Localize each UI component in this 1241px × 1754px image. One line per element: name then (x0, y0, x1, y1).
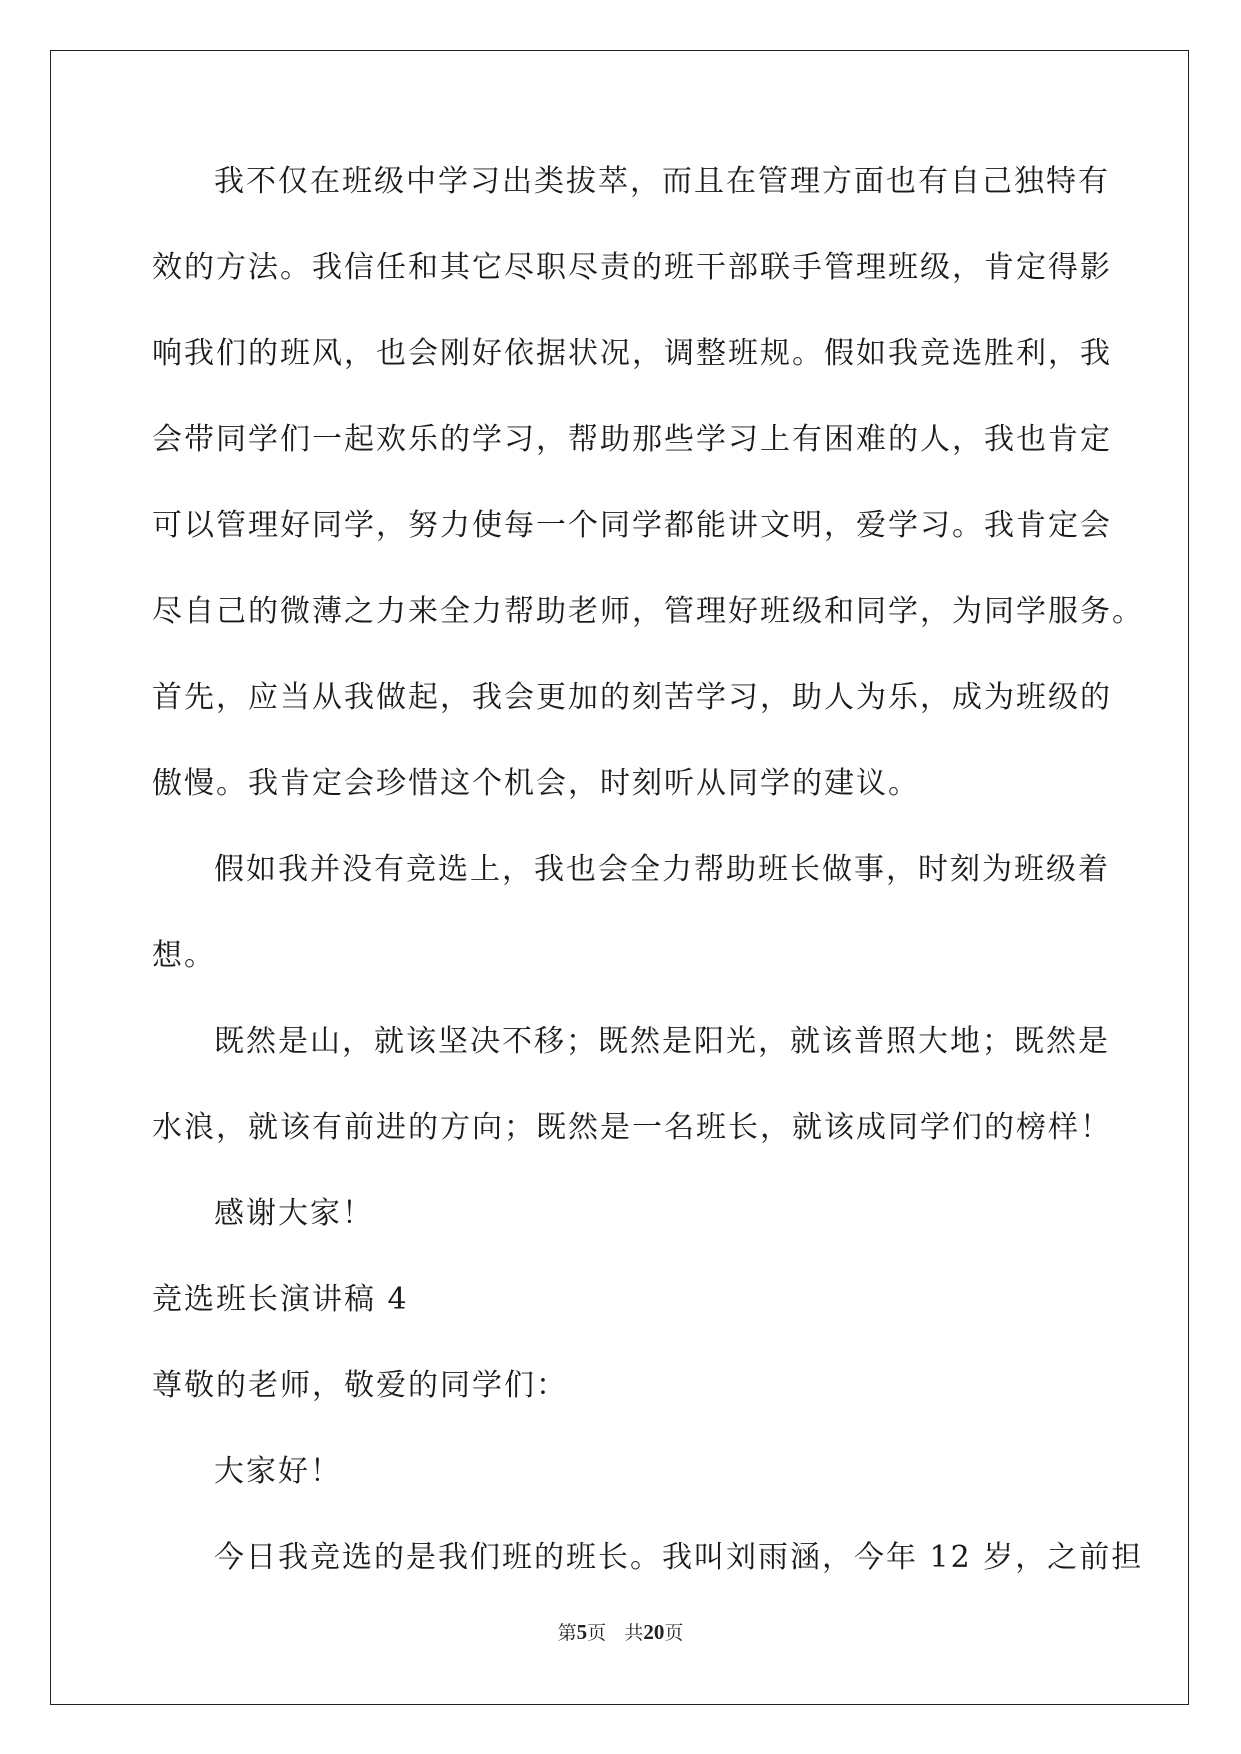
paragraph-line: 今日我竞选的是我们班的班长。我叫刘雨涵，今年 12 岁，之前担 (214, 1540, 1144, 1575)
page-footer (0, 1620, 1241, 1645)
paragraph-line: 效的方法。我信任和其它尽职尽责的班干部联手管理班级，肯定得影 (152, 250, 1112, 285)
footer-total-prefix: 共 (624, 1622, 644, 1644)
paragraph-line: 可以管理好同学，努力使每一个同学都能讲文明，爱学习。我肯定会 (152, 508, 1112, 543)
total-pages-number: 20 (643, 1620, 665, 1644)
closing-line: 感谢大家！ (214, 1196, 374, 1231)
paragraph-line: 想。 (152, 938, 216, 973)
paragraph-line: 既然是山，就该坚决不移；既然是阳光，就该普照大地；既然是 (214, 1024, 1110, 1059)
footer-page-unit: 页 (587, 1622, 607, 1644)
paragraph-line: 我不仅在班级中学习出类拔萃，而且在管理方面也有自己独特有 (214, 164, 1110, 199)
paragraph-line: 会带同学们一起欢乐的学习，帮助那些学习上有困难的人，我也肯定 (152, 422, 1112, 457)
current-page-number: 5 (576, 1620, 588, 1644)
paragraph-line: 假如我并没有竞选上，我也会全力帮助班长做事，时刻为班级着 (214, 852, 1110, 887)
section-heading: 竞选班长演讲稿 4 (152, 1282, 409, 1317)
salutation-line: 尊敬的老师，敬爱的同学们： (152, 1368, 568, 1403)
paragraph-line: 傲慢。我肯定会珍惜这个机会，时刻听从同学的建议。 (152, 766, 920, 801)
document-body (152, 162, 1144, 1624)
footer-total-unit: 页 (664, 1622, 684, 1644)
paragraph-line: 水浪，就该有前进的方向；既然是一名班长，就该成同学们的榜样！ (152, 1110, 1112, 1145)
greeting-line: 大家好！ (214, 1454, 342, 1489)
footer-prefix: 第 (557, 1622, 577, 1644)
paragraph-line: 尽自己的微薄之力来全力帮助老师，管理好班级和同学，为同学服务。 (152, 594, 1144, 629)
paragraph-line: 响我们的班风，也会刚好依据状况，调整班规。假如我竞选胜利，我 (152, 336, 1112, 371)
paragraph-line: 首先，应当从我做起，我会更加的刻苦学习，助人为乐，成为班级的 (152, 680, 1112, 715)
